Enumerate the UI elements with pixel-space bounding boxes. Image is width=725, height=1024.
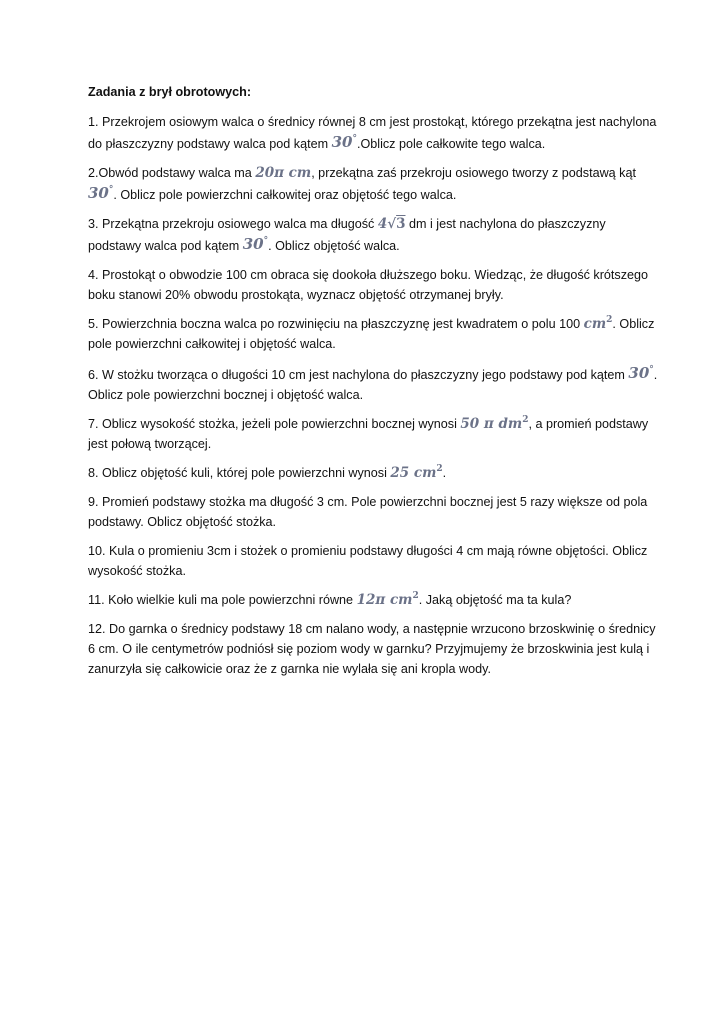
task-text: . Oblicz pole powierzchni całkowitej i objętość walca. xyxy=(88,317,655,351)
task-text: 7. Oblicz wysokość stożka, jeżeli pole powierzchni bocznej wynosi xyxy=(88,417,461,431)
task-3 xyxy=(88,214,658,256)
task-text: , przekątna zaś przekroju osiowego tworzy z podstawą kąt xyxy=(311,166,636,180)
task-text: . Oblicz pole powierzchni całkowitej oraz objętość tego walca. xyxy=(113,188,457,202)
math-value: 30 xyxy=(88,184,109,202)
task-text: . Oblicz pole powierzchni bocznej i objętość walca. xyxy=(88,368,658,402)
task-text: 10. Kula o promieniu 3cm i stożek o promieniu podstawy długości 4 cm mają równe objętości. Oblicz wysokość stożka. xyxy=(88,544,648,578)
task-text: 2.Obwód podstawy walca ma xyxy=(88,166,256,180)
task-text: 1. Przekrojem osiowym walca o średnicy równej 8 cm jest prostokąt, którego przekątna jest nachylona do płaszczyzny podstawy walca pod kątem xyxy=(88,115,657,151)
math-superscript: 2 xyxy=(436,464,443,474)
task-text: , a promień podstawy jest połową tworzącej. xyxy=(88,417,649,451)
math-expression xyxy=(460,416,528,432)
task-text: . xyxy=(442,466,447,480)
task-8 xyxy=(88,463,658,483)
math-value: 12π cm xyxy=(356,592,413,608)
math-value: 50 π dm xyxy=(460,416,523,432)
math-superscript: 2 xyxy=(412,591,419,601)
task-9 xyxy=(88,492,658,532)
task-4 xyxy=(88,265,658,305)
math-expression xyxy=(584,316,613,332)
task-text: . Oblicz objętość walca. xyxy=(268,239,400,253)
task-text: 5. Powierzchnia boczna walca po rozwinięciu na płaszczyznę jest kwadratem o polu 100 xyxy=(88,317,584,331)
task-12 xyxy=(88,619,658,679)
math-expression xyxy=(357,592,419,608)
page-title: Zadania z brył obrotowych: xyxy=(88,85,252,99)
math-expression xyxy=(390,465,442,481)
task-11 xyxy=(88,590,658,610)
task-10 xyxy=(88,541,658,581)
task-6 xyxy=(88,363,658,405)
task-text: 9. Promień podstawy stożka ma długość 3 cm. Pole powierzchni bocznej jest 5 razy większe od pola podstawy. Oblicz objętość stożka. xyxy=(88,495,648,529)
task-1 xyxy=(88,112,658,154)
math-expression xyxy=(628,364,653,382)
math-superscript: 2 xyxy=(522,415,529,425)
math-value: cm xyxy=(583,316,607,332)
math-value: 4 xyxy=(377,216,388,232)
task-text: . Jaką objętość ma ta kula? xyxy=(418,593,572,607)
radical-symbol: √ xyxy=(387,216,397,232)
math-expression: 20π cm xyxy=(255,165,312,181)
math-value: 30 xyxy=(628,364,650,382)
math-superscript: ° xyxy=(649,365,654,375)
math-expression xyxy=(332,133,357,151)
task-2 xyxy=(88,163,658,205)
math-value: 30 xyxy=(242,235,264,253)
math-expression xyxy=(243,235,268,253)
task-text: 4. Prostokąt o obwodzie 100 cm obraca się dookoła dłuższego boku. Wiedząc, że długość krótszego boku stanowi 20% obwodu prostokąta, wyznacz objętość otrzymanej bryły. xyxy=(88,268,649,302)
math-value: 3 xyxy=(396,216,406,232)
math-superscript: ° xyxy=(263,236,269,246)
task-text: 3. Przekątna przekroju osiowego walca ma długość xyxy=(88,217,378,231)
task-text: 8. Oblicz objętość kuli, której pole powierzchni wynosi xyxy=(88,466,391,480)
task-text: dm i jest nachylona do płaszczyzny podstawy walca pod kątem xyxy=(88,217,606,253)
task-text: 6. W stożku tworząca o długości 10 cm jest nachylona do płaszczyzny jego podstawy pod kątem xyxy=(88,368,629,382)
document-page xyxy=(88,82,658,688)
math-expression xyxy=(378,216,406,232)
task-text: .Oblicz pole całkowite tego walca. xyxy=(356,137,546,151)
math-superscript: ° xyxy=(352,134,357,144)
math-superscript: ° xyxy=(108,185,114,195)
math-expression xyxy=(88,184,113,202)
math-superscript: 2 xyxy=(606,315,613,325)
task-text: 11. Koło wielkie kuli ma pole powierzchni równe xyxy=(88,593,357,607)
math-value: 30 xyxy=(331,133,353,151)
task-5 xyxy=(88,314,658,354)
math-value: 25 cm xyxy=(390,465,437,481)
task-text: 12. Do garnka o średnicy podstawy 18 cm nalano wody, a następnie wrzucono brzoskwinię o średnicy 6 cm. O ile centymetrów podniósł się poziom wody w garnku? Przyjmujemy że brzoskwinia jest kulą i zanurzyła się całkowicie oraz że z garnka nie wylała się ani kropla wody. xyxy=(88,622,656,676)
task-7 xyxy=(88,414,658,454)
